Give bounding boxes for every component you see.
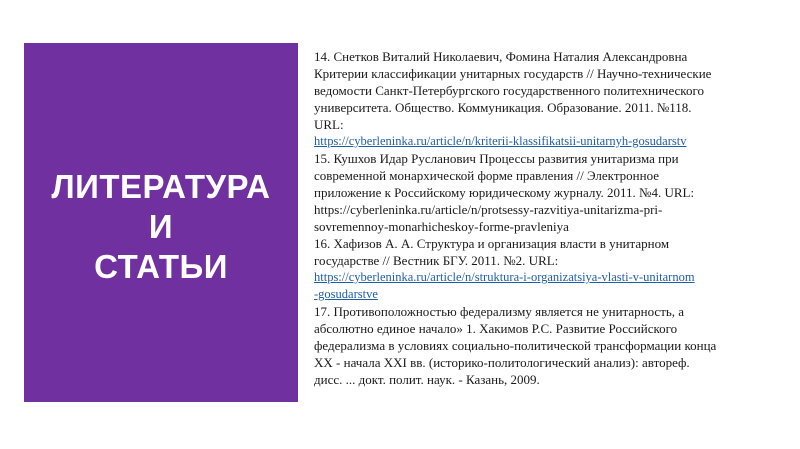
reference-text: современной монархической форме правления // Электронное <box>314 168 660 183</box>
reference-item-15 <box>314 150 784 235</box>
title-line: СТАТЬИ <box>94 247 228 285</box>
reference-text: 15. Кушхов Идар Русланович Процессы развития унитаризма при <box>314 151 679 166</box>
reference-item-14 <box>314 48 784 150</box>
reference-text: государстве // Вестник БГУ. 2011. №2. URL: <box>314 253 559 268</box>
reference-text: абсолютно единое начало» 1. Хакимов Р.С. Развитие Российского <box>314 321 678 336</box>
reference-link[interactable]: https://cyberleninka.ru/article/n/kriterii-klassifikatsii-unitarnyh-gosudarstv <box>314 134 687 148</box>
reference-text: https://cyberleninka.ru/article/n/protsessy-razvitiya-unitarizma-pri- <box>314 202 663 217</box>
reference-text: ведомости Санкт-Петербургского государственного политехнического <box>314 83 704 98</box>
reference-text: sovremennoy-monarhicheskoy-forme-pravleniya <box>314 219 569 234</box>
reference-item-16 <box>314 235 784 303</box>
reference-link[interactable]: https://cyberleninka.ru/article/n/struktura-i-organizatsiya-vlasti-v-unitarnom <box>314 270 695 284</box>
reference-list <box>314 48 784 388</box>
title-line: И <box>148 207 174 245</box>
reference-text: Критерии классификации унитарных государств // Научно-технические <box>314 66 712 81</box>
reference-text: URL: <box>314 117 344 132</box>
title-line: ЛИТЕРАТУРА <box>51 167 271 205</box>
title-panel <box>24 43 298 402</box>
reference-text: федерализма в условиях социально-политической трансформации конца <box>314 338 717 353</box>
reference-text: 14. Снетков Виталий Николаевич, Фомина Наталия Александровна <box>314 49 688 64</box>
reference-text: 16. Хафизов А. А. Структура и организация власти в унитарном <box>314 236 670 251</box>
slide-title <box>52 159 271 287</box>
reference-text: 17. Противоположностью федерализму является не унитарность, а <box>314 304 685 319</box>
reference-item-17 <box>314 303 784 388</box>
reference-text: XX - начала XXI вв. (историко-политологический анализ): автореф. <box>314 355 690 370</box>
reference-link[interactable]: -gosudarstve <box>314 287 378 301</box>
reference-text: университета. Общество. Коммуникация. Образование. 2011. №118. <box>314 100 692 115</box>
reference-text: приложение к Российскому юридическому журналу. 2011. №4. URL: <box>314 185 695 200</box>
reference-text: дисс. ... докт. полит. наук. - Казань, 2009. <box>314 372 540 387</box>
